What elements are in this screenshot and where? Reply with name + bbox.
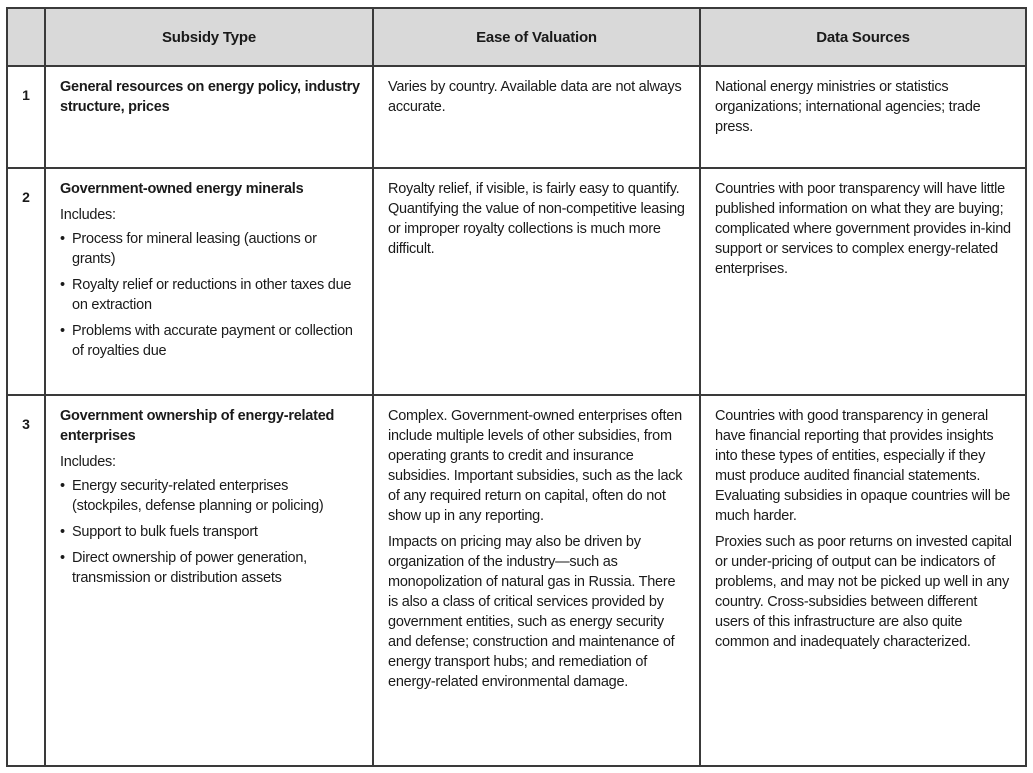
row-number: 2 bbox=[7, 168, 45, 395]
ease-cell bbox=[373, 168, 700, 395]
includes-label: Includes: bbox=[60, 207, 116, 223]
sources-cell bbox=[700, 395, 1026, 766]
header-row bbox=[7, 8, 1026, 66]
bullet-item: • Process for mineral leasing (auctions or grants) bbox=[60, 229, 360, 269]
table-row bbox=[7, 66, 1026, 168]
ease-cell bbox=[373, 66, 700, 168]
subsidy-type-cell bbox=[45, 395, 373, 766]
subsidy-title: General resources on energy policy, industry structure, prices bbox=[60, 79, 360, 115]
sources-cell bbox=[700, 168, 1026, 395]
bullet-item: • Royalty relief or reductions in other taxes due on extraction bbox=[60, 275, 360, 315]
ease-paragraph: Complex. Government-owned enterprises often include multiple levels of other subsidies, from operating grants to credit and insurance subsidies. Important subsidies, such as the lack of any required return on capital, often do not show up in any reporting. bbox=[388, 408, 683, 524]
row-number: 3 bbox=[7, 395, 45, 766]
bullet-item: • Energy security-related enterprises (stockpiles, defense planning or policing) bbox=[60, 476, 360, 516]
bullet-list bbox=[60, 476, 360, 588]
sources-paragraph: Proxies such as poor returns on invested capital or under-pricing of output can be indicators of problems, and may not be picked up well in any country. Cross-subsidies between different users of this infrastructure are also quite common and inadequately characterized. bbox=[715, 534, 1012, 650]
bullet-list bbox=[60, 229, 360, 361]
subsidy-table bbox=[6, 7, 1027, 767]
bullet-item: • Direct ownership of power generation, transmission or distribution assets bbox=[60, 548, 360, 588]
table-row bbox=[7, 395, 1026, 766]
subsidy-type-cell bbox=[45, 66, 373, 168]
table-row bbox=[7, 168, 1026, 395]
ease-cell bbox=[373, 395, 700, 766]
sources-paragraph: Countries with poor transparency will have little published information on what they are buying; complicated where government provides in-kind support or services to complex energy-related enterprises. bbox=[715, 181, 1011, 277]
ease-paragraph: Impacts on pricing may also be driven by organization of the industry—such as monopolization of natural gas in Russia. There is also a class of critical services provided by government entities, such as energy security and defense; construction and maintenance of energy transport hubs; and remediation of energy-related environmental damage. bbox=[388, 534, 676, 690]
bullet-item: • Support to bulk fuels transport bbox=[60, 522, 360, 542]
header-subsidy-type: Subsidy Type bbox=[45, 8, 373, 66]
subsidy-title: Government ownership of energy-related enterprises bbox=[60, 408, 335, 444]
ease-paragraph: Royalty relief, if visible, is fairly easy to quantify. Quantifying the value of non-competitive leasing or improper royalty collections is much more difficult. bbox=[388, 181, 685, 257]
sources-paragraph: Countries with good transparency in general have financial reporting that provides insights into these types of entities, especially if they must produce audited financial statements. Evaluating subsidies in opaque countries will be much harder. bbox=[715, 408, 1011, 524]
bullet-item: • Problems with accurate payment or collection of royalties due bbox=[60, 321, 360, 361]
subsidy-type-cell bbox=[45, 168, 373, 395]
header-ease-of-valuation: Ease of Valuation bbox=[373, 8, 700, 66]
sources-paragraph: National energy ministries or statistics organizations; international agencies; trade press. bbox=[715, 79, 981, 135]
subsidy-title: Government-owned energy minerals bbox=[60, 181, 304, 197]
header-number bbox=[7, 8, 45, 66]
includes-label: Includes: bbox=[60, 454, 116, 470]
row-number: 1 bbox=[7, 66, 45, 168]
sources-cell bbox=[700, 66, 1026, 168]
header-data-sources: Data Sources bbox=[700, 8, 1026, 66]
ease-paragraph: Varies by country. Available data are not always accurate. bbox=[388, 79, 682, 115]
